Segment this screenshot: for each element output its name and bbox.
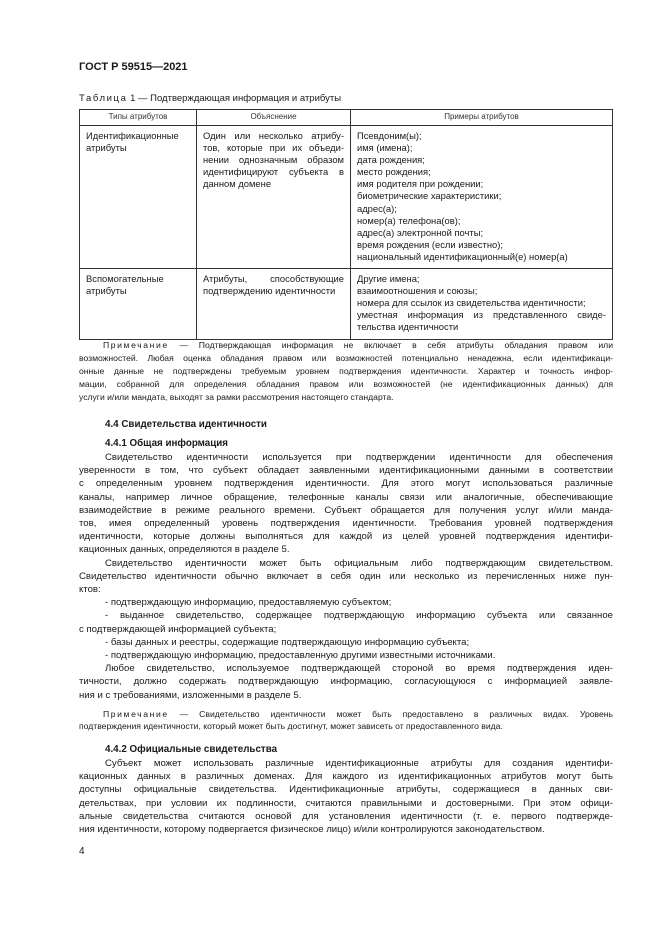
section-4-4-1-body: [79, 451, 613, 733]
paragraph-line: Субъект может использовать различные идентификационные атрибуты для создания идентифи-: [105, 758, 613, 769]
table-row: [80, 126, 613, 269]
table-row: [80, 269, 613, 339]
cell-line: Другие имена;: [357, 273, 420, 285]
column-header-types: Типы атрибутов: [80, 110, 197, 126]
table-note: [79, 339, 613, 404]
cell-line: уместная информация из представленного свиде-: [357, 309, 606, 321]
paragraph-line: детельствах, при условии их подлинности, считаются правильными и достоверными. При этом офици-: [79, 797, 613, 809]
section-4-4-2-title: 4.4.2 Официальные свидетельства: [105, 744, 278, 755]
cell-attribute-type: [80, 269, 197, 339]
cell-line: данном домене: [203, 178, 272, 190]
section-4-4-1-title: 4.4.1 Общая информация: [105, 438, 229, 449]
column-header-explanation: Объяснение: [197, 110, 351, 126]
note-line: [79, 708, 613, 721]
cell-line: идентифицируют субъекта в: [203, 166, 344, 178]
list-item-line: - базы данных и реестры, содержащие подтверждающую информацию субъекта;: [105, 636, 470, 648]
attributes-table: [79, 109, 613, 340]
cell-line: место рождения;: [357, 166, 431, 178]
note-text: — Свидетельство идентичности может быть предоставлено в различных видах. Уровень: [179, 708, 613, 719]
table-caption: [79, 93, 341, 106]
cell-examples: [351, 269, 613, 339]
cell-line: тов, которые при их объеди-: [203, 142, 344, 154]
note-line: услуги и/или мандата, выходят за рамки рассмотрения настоящего стандарта.: [79, 392, 394, 403]
cell-line: имя (имена);: [357, 142, 413, 154]
note-label: Примечание: [103, 708, 169, 719]
paragraph-line: ния идентичности, которому подвергается физическое лицо) и/или контролируются законодательством.: [79, 824, 545, 836]
cell-line: взаимоотношения и союзы;: [357, 285, 478, 297]
cell-examples: [351, 126, 613, 269]
cell-line: имя родителя при рождении;: [357, 178, 484, 190]
paragraph-line: тов, имея определенный уровень подтверждения идентичности. Требования уровней подтверждения: [79, 518, 613, 530]
note-line: онные данные не подтверждены требуемым уровнем подтверждения идентичности. Характер и точность инфор-: [79, 366, 613, 377]
column-header-examples: Примеры атрибутов: [351, 110, 613, 126]
cell-line: Идентификационные: [86, 130, 179, 141]
paragraph-line: кационных данных, определяются в разделе 5.: [79, 544, 290, 556]
cell-line: Один или несколько атрибу-: [203, 130, 344, 141]
cell-line: тельства идентичности: [357, 321, 459, 333]
table-header-row: [80, 110, 613, 126]
note-line: мации, собранной для определения обладания правом или возможностей (не идентификационных данных) для: [79, 379, 613, 390]
paragraph-line: альные свидетельства считаются основой для установления идентичности (т. е. первого подтвержде-: [79, 810, 613, 822]
cell-explanation: [197, 126, 351, 269]
cell-attribute-type: [80, 126, 197, 269]
note-line: [79, 339, 613, 352]
document-header: ГОСТ Р 59515—2021: [79, 61, 188, 73]
cell-line: биометрические характеристики;: [357, 190, 502, 202]
paragraph-line: ния и с требованиями, изложенными в разделе 5.: [79, 689, 302, 701]
cell-line: номера для ссылок из свидетельства идентичности;: [357, 297, 586, 309]
cell-line: Псевдоним(ы);: [357, 130, 422, 141]
paragraph-line: кационных данных в различных доменах. Для каждого из идентификационных атрибутов могут быть: [79, 771, 613, 783]
list-item-line: - выданное свидетельство, содержащее подтверждающую информацию субъекта или связанное: [105, 610, 613, 622]
paragraph-line: доступны официальные свидетельства. Идентификационные атрибуты, содержащиеся в данных сви-: [79, 784, 613, 796]
page-number: 4: [79, 846, 85, 857]
cell-line: номер(а) телефона(ов);: [357, 214, 461, 226]
list-item-line: с подтверждающей информацией субъекта;: [79, 623, 277, 635]
cell-line: атрибуты: [86, 285, 127, 297]
list-item-line: - подтверждающую информацию, предоставленную другими известными источниками.: [105, 650, 496, 662]
paragraph-line: взаимодействие в режиме реального времени. Субъект обращается для получения услуг и/или манда-: [79, 504, 613, 516]
cell-line: Атрибуты, способствующие: [203, 273, 344, 285]
paragraph-line: уверенности в том, что субъект обладает заявленными идентификационными данными в соответствии: [79, 465, 613, 477]
cell-line: национальный идентификационный(е) номер(а): [357, 250, 568, 262]
paragraph-line: тичности, должно содержать подтверждающую информацию, согласующуюся с информацией заявле-: [79, 676, 613, 688]
paragraph-line: каналы, например личное обращение, телефонные каналы связи или аналогичные, обеспечивающие: [79, 491, 613, 503]
note-text: — Подтверждающая информация не включает в себя атрибуты обладания правом или: [179, 340, 613, 350]
note-line: возможностей. Любая оценка обладания правом или возможностей потенциально ненадежна, если идентификаци-: [79, 353, 613, 364]
section-note: [79, 708, 613, 733]
paragraph-line: Свидетельство идентичности используется при подтверждении идентичности для обеспечения: [105, 452, 613, 463]
cell-line: атрибуты: [86, 142, 127, 154]
note-label: Примечание: [103, 340, 169, 350]
cell-line: время рождения (если известно);: [357, 238, 503, 250]
paragraph-line: идентичности, которые должны выполняться для каждой из целей уровней подтверждения идентифи-: [79, 531, 613, 543]
section-4-4-2-body: [79, 757, 613, 836]
note-line: подтверждения идентичности, который может быть достигнут, может зависеть от предоставленного вида.: [79, 721, 503, 732]
section-4-4-title: 4.4 Свидетельства идентичности: [105, 419, 267, 430]
table-caption-text: 1 — Подтверждающая информация и атрибуты: [130, 93, 342, 104]
cell-line: дата рождения;: [357, 154, 425, 166]
cell-line: адрес(а) электронной почты;: [357, 226, 484, 238]
table-caption-label: Таблица: [79, 93, 128, 104]
list-item-line: - подтверждающую информацию, предоставляемую субъектом;: [105, 597, 392, 609]
paragraph-line: ктов:: [79, 584, 101, 596]
paragraph-line: Свидетельство идентичности обычно включает в себя один или несколько из перечисленных ниже пун-: [79, 570, 613, 582]
cell-line: подтверждению идентичности: [203, 285, 336, 297]
paragraph-line: Любое свидетельство, используемое подтверждающей стороной во время подтверждения иден-: [105, 663, 613, 675]
cell-explanation: [197, 269, 351, 339]
cell-line: нении однозначным образом: [203, 154, 344, 166]
cell-line: адрес(а);: [357, 202, 397, 214]
cell-line: Вспомогательные: [86, 273, 164, 285]
paragraph-line: Свидетельство идентичности может быть официальным либо подтверждающим свидетельством.: [105, 557, 613, 569]
paragraph-line: с определенным уровнем подтверждения идентичности. Для этого могут использоваться различные: [79, 478, 613, 490]
